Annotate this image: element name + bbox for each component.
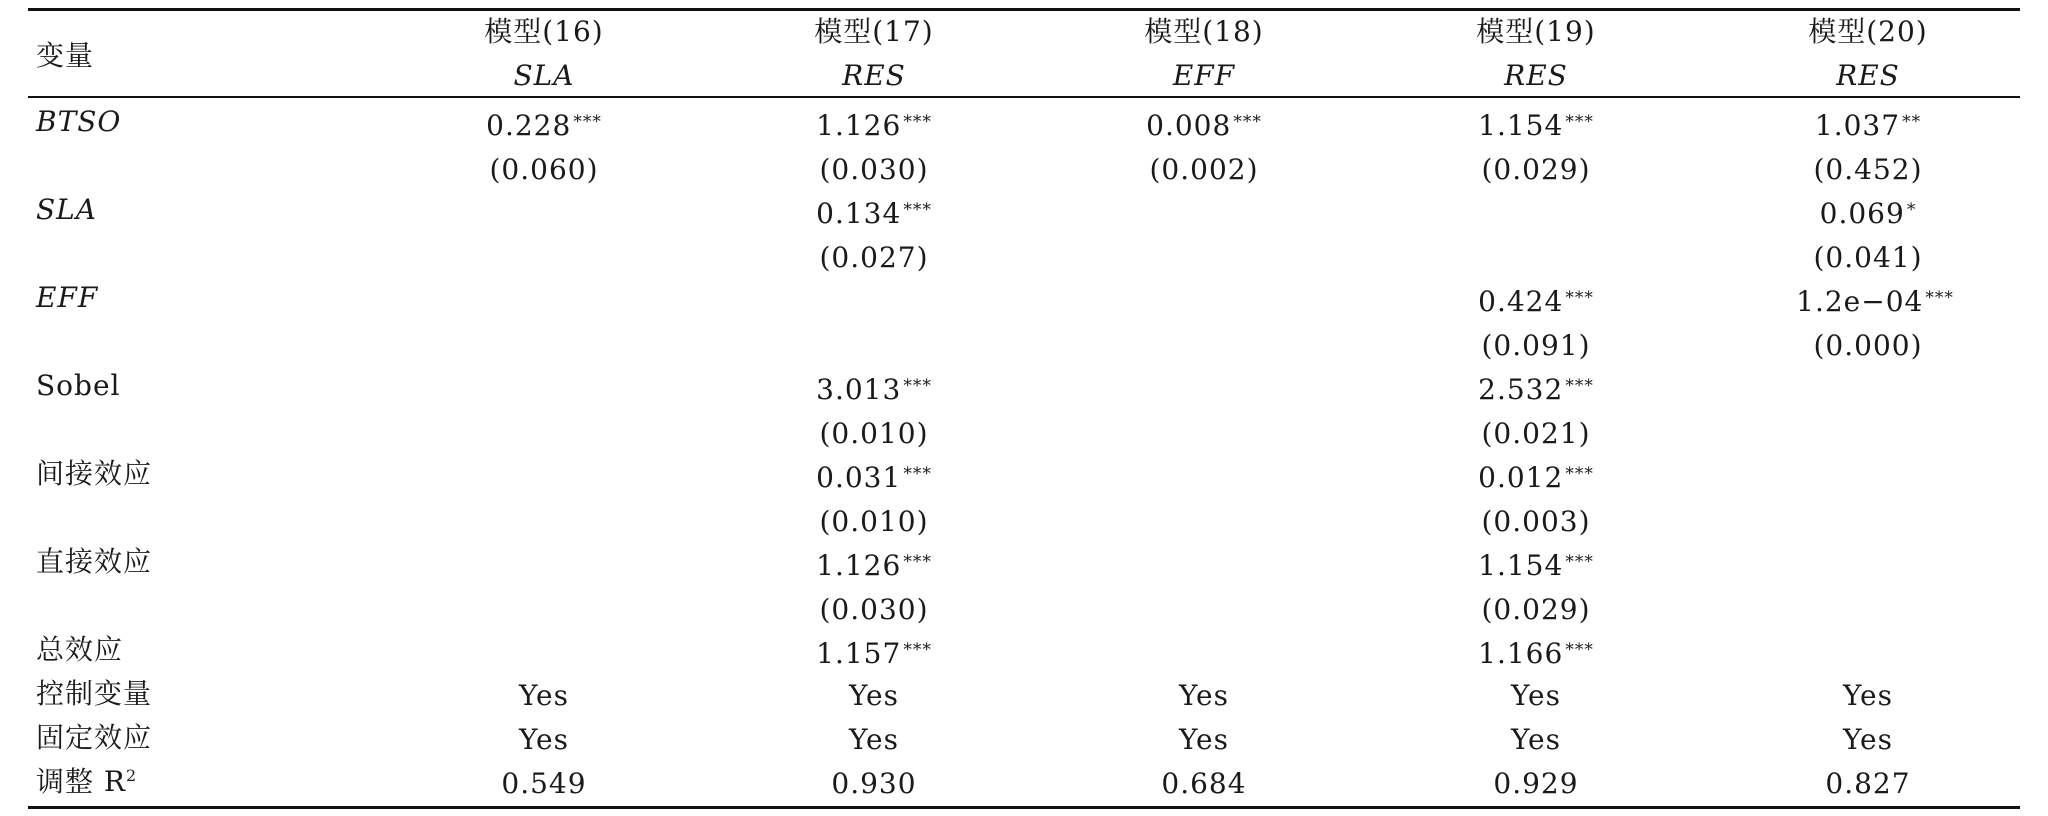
eff-se-19: (0.091) [1481,329,1591,362]
adj-r2-17: 0.930 [831,767,917,800]
btso-se-18: (0.002) [1149,153,1259,186]
fixed-18: Yes [1179,723,1229,756]
sobel-coef-17: 3.013 *** [816,373,932,406]
controls-17: Yes [849,679,899,712]
model-18-dv: EFF [1172,59,1236,92]
eff-coef-20: 1.2e−04 *** [1796,285,1954,318]
controls-20: Yes [1843,679,1893,712]
model-18-title: 模型(18) [1144,15,1264,48]
row-label-adj-r2: 调整 $R^2$ [36,765,138,798]
model-20-title: 模型(20) [1808,15,1928,48]
sobel-coef-19: 2.532 *** [1478,373,1594,406]
adj-r2-18: 0.684 [1161,767,1247,800]
header-rule [28,96,2020,98]
row-label-btso: BTSO [36,105,122,138]
direct-se-19: (0.029) [1481,593,1591,626]
row-label-eff: EFF [36,281,99,314]
model-20-dv: RES [1836,59,1900,92]
controls-18: Yes [1179,679,1229,712]
row-label-total-effect: 总效应 [36,633,124,666]
sla-se-17: (0.027) [819,241,929,274]
indirect-se-19: (0.003) [1481,505,1591,538]
model-16-title: 模型(16) [484,15,604,48]
indirect-se-17: (0.010) [819,505,929,538]
btso-coef-17: 1.126 *** [816,109,932,142]
model-17-dv: RES [842,59,906,92]
model-19-dv: RES [1504,59,1568,92]
adj-r2-16: 0.549 [501,767,587,800]
row-label-indirect-effect: 间接效应 [36,457,153,490]
adj-r2-20: 0.827 [1825,767,1911,800]
btso-se-16: (0.060) [489,153,599,186]
adj-r2-19: 0.929 [1493,767,1579,800]
sla-se-20: (0.041) [1813,241,1923,274]
model-16-dv: SLA [513,59,575,92]
indirect-coef-19: 0.012 *** [1478,461,1594,494]
fixed-17: Yes [849,723,899,756]
direct-coef-19: 1.154 *** [1478,549,1594,582]
bottom-rule [28,806,2020,809]
row-label-sla: SLA [36,193,97,226]
row-label-fixed-effects: 固定效应 [36,721,153,754]
btso-se-17: (0.030) [819,153,929,186]
sla-coef-20: 0.069 * [1819,197,1917,230]
total-coef-17: 1.157 *** [816,637,932,670]
btso-coef-18: 0.008 *** [1146,109,1262,142]
row-label-controls: 控制变量 [36,677,153,710]
sobel-se-17: (0.010) [819,417,929,450]
btso-coef-20: 1.037 ** [1814,109,1922,142]
model-19-title: 模型(19) [1476,15,1596,48]
fixed-16: Yes [519,723,569,756]
direct-se-17: (0.030) [819,593,929,626]
row-label-sobel: Sobel [36,369,121,402]
eff-coef-19: 0.424 *** [1478,285,1594,318]
direct-coef-17: 1.126 *** [816,549,932,582]
header-variable-label: 变量 [36,39,95,72]
controls-19: Yes [1511,679,1561,712]
sobel-se-19: (0.021) [1481,417,1591,450]
btso-coef-19: 1.154 *** [1478,109,1594,142]
btso-se-19: (0.029) [1481,153,1591,186]
top-rule [28,8,2020,11]
btso-coef-16: 0.228 *** [486,109,602,142]
btso-se-20: (0.452) [1813,153,1923,186]
row-label-direct-effect: 直接效应 [36,545,153,578]
eff-se-20: (0.000) [1813,329,1923,362]
fixed-20: Yes [1843,723,1893,756]
indirect-coef-17: 0.031 *** [816,461,932,494]
sla-coef-17: 0.134 *** [816,197,932,230]
total-coef-19: 1.166 *** [1478,637,1594,670]
model-17-title: 模型(17) [814,15,934,48]
fixed-19: Yes [1511,723,1561,756]
controls-16: Yes [519,679,569,712]
